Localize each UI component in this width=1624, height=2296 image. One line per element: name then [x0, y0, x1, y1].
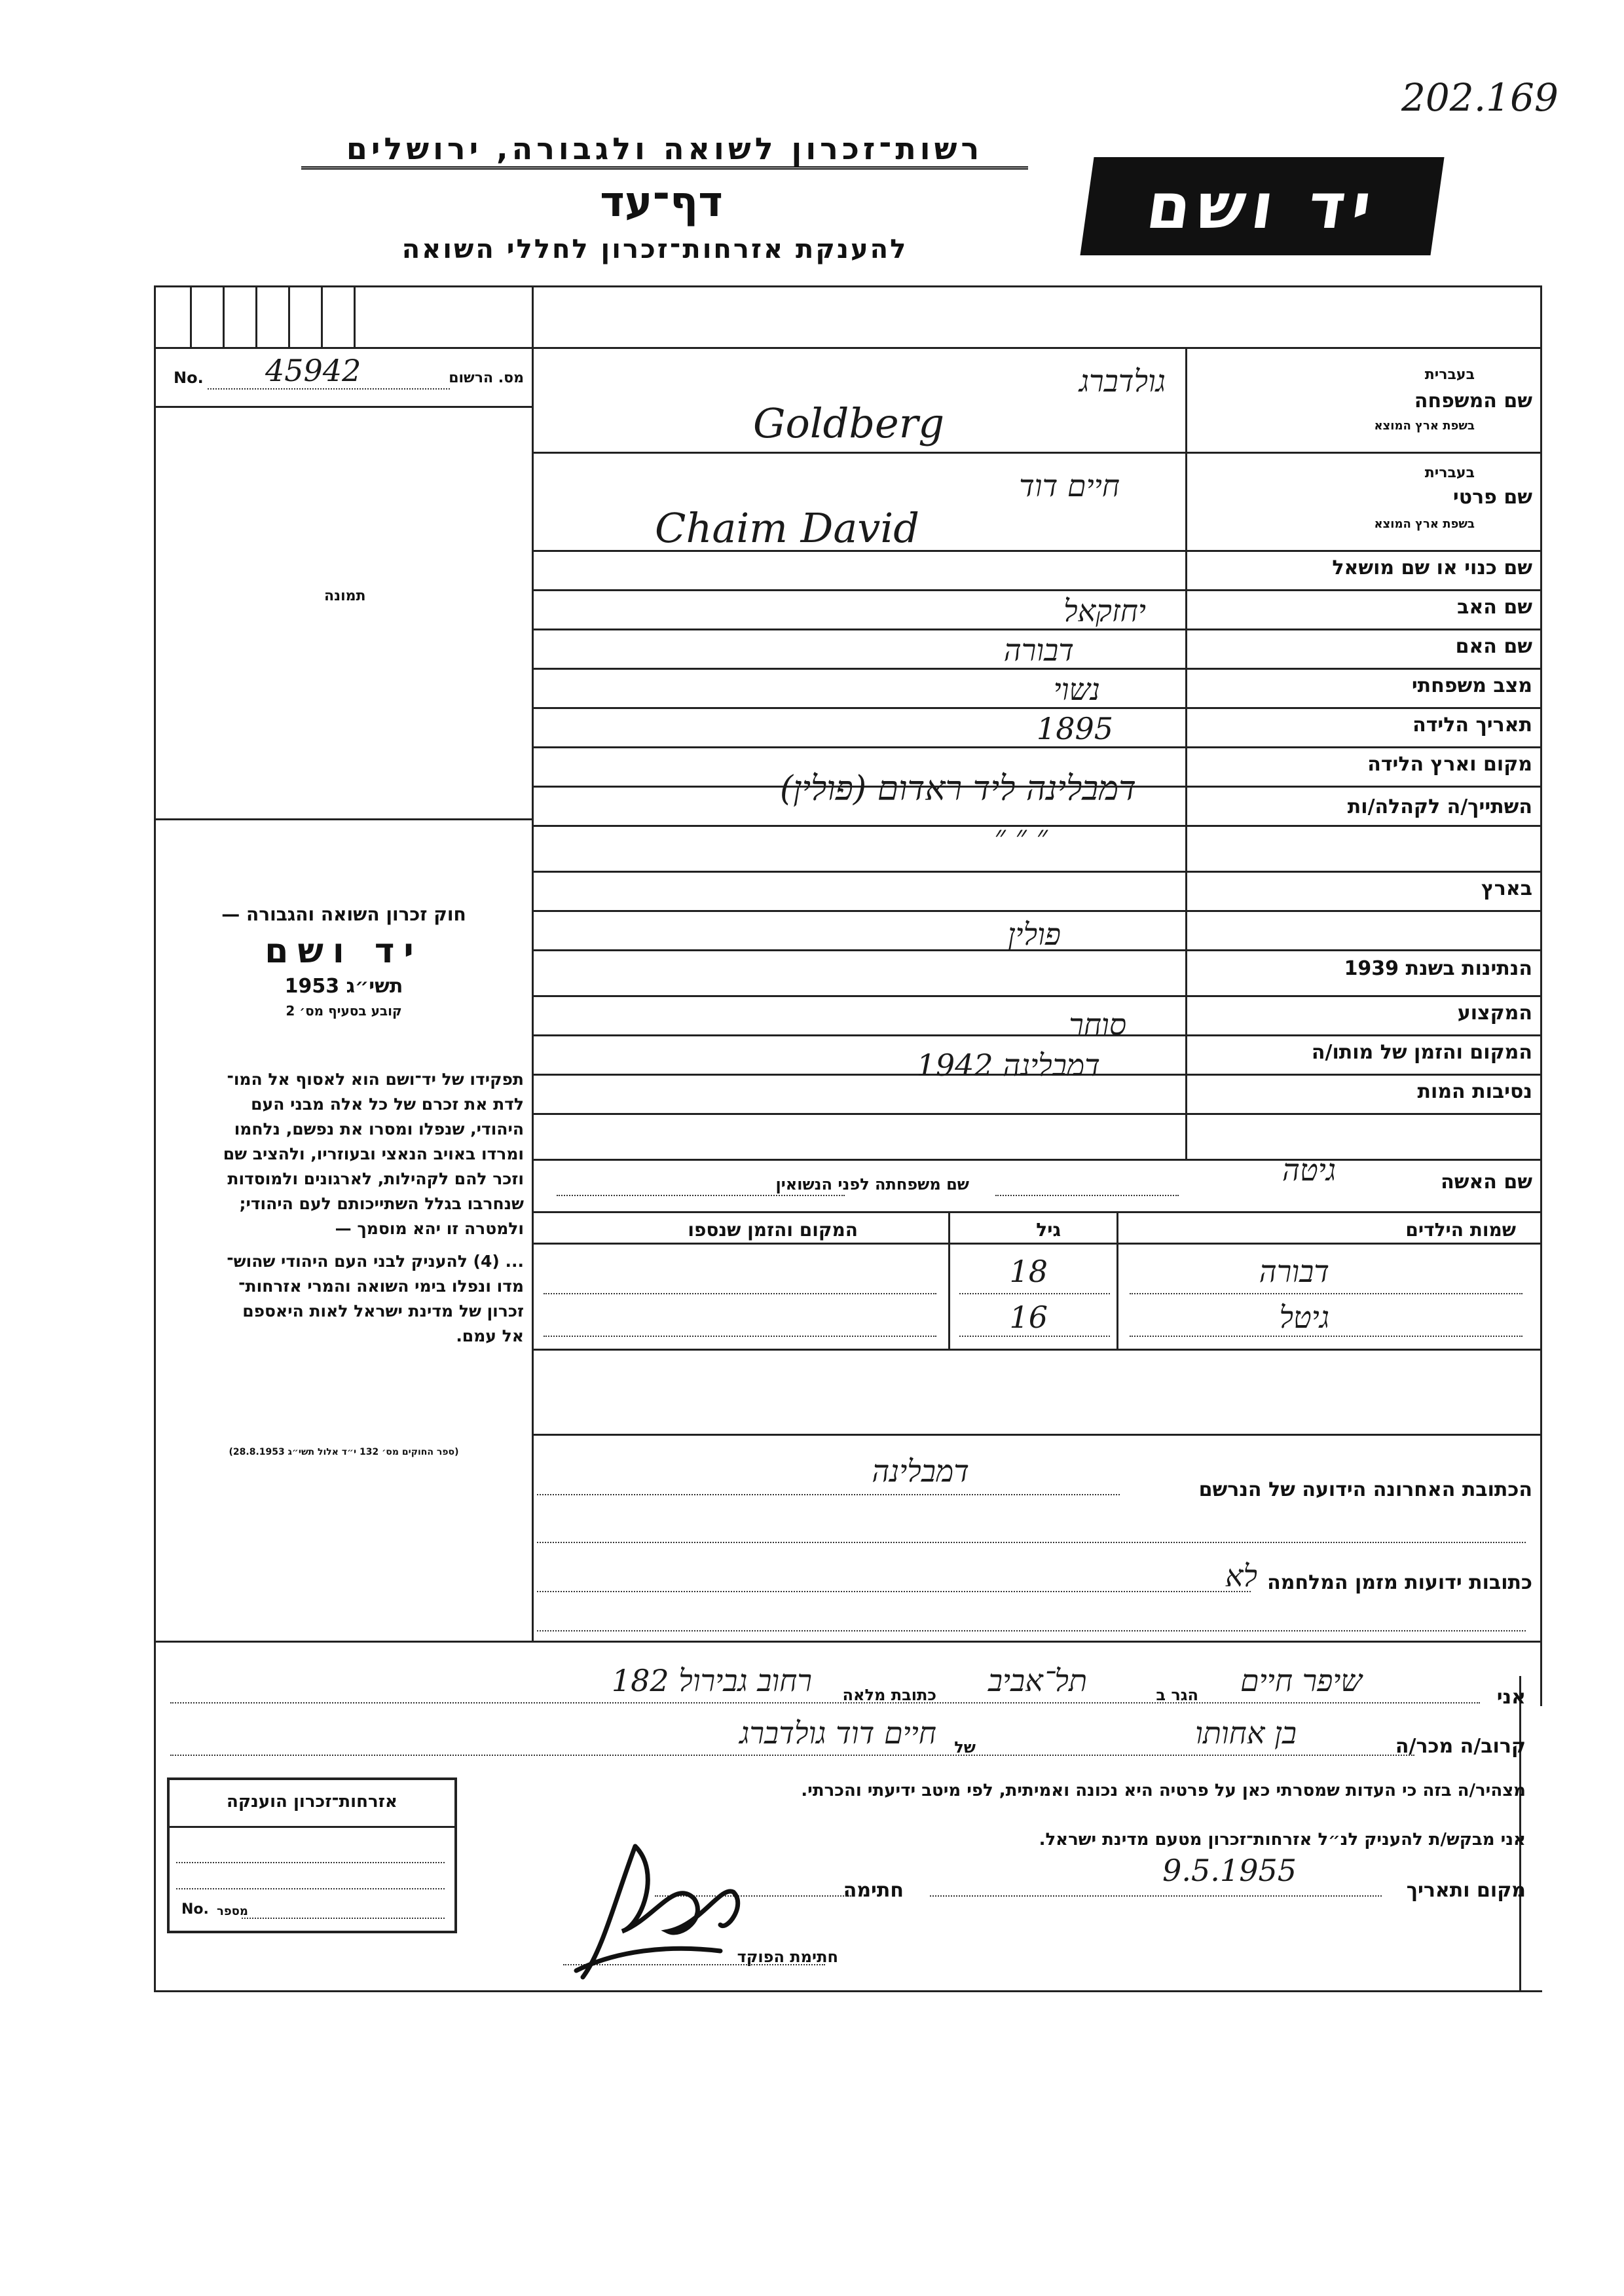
- request-statement: אני מבקש/ת להעניק לנ״ל אזרחות־זכרון מטעם מדינת ישראל.: [1039, 1830, 1526, 1850]
- law-line: היהודי, שנפלו ומסרו את נפשם, נלחמו: [234, 1120, 524, 1139]
- occupation-label: המקצוע: [1457, 1002, 1532, 1025]
- form-title: דף־עד: [600, 178, 723, 227]
- first-name-latin-value: Chaim David: [655, 504, 919, 552]
- first-name-label: שם פרטי: [1452, 486, 1532, 509]
- community-value: ״ ״ ״: [994, 818, 1048, 854]
- declarant-residing-label: הגר ב: [1156, 1686, 1198, 1704]
- law-name: יד ושם: [265, 932, 423, 971]
- declarant-name-value: שיפר חיים: [1240, 1663, 1362, 1698]
- war-addresses-value: לא: [1225, 1558, 1257, 1594]
- family-name-origin-tag: בשפת ארץ המוצא: [1374, 419, 1475, 433]
- family-name-latin-value: Goldberg: [753, 399, 945, 447]
- declaration-statement: מצהיר/ה בזה כי העדות שמסרתי כאן על פרטיה היא נכונה ואמיתית, לפי מיטב ידיעתי והכרתי.: [801, 1781, 1526, 1800]
- memorial-citizenship-stamp-box: [167, 1777, 457, 1933]
- declarant-address-value: רחוב גבירול 182: [611, 1663, 812, 1698]
- photo-label: תמונה: [324, 588, 366, 604]
- law-line: זכרון של מדינת ישראל לאות היאספם: [242, 1302, 524, 1321]
- father-name-label: שם האב: [1457, 596, 1532, 619]
- father-name-value: יחזקאל: [1063, 593, 1146, 629]
- child-name: דבורה: [1259, 1254, 1329, 1289]
- child-name: גיטל: [1279, 1300, 1329, 1335]
- birth-date-value: 1895: [1036, 711, 1113, 746]
- wife-name-value: גיטה: [1282, 1152, 1336, 1188]
- first-name-origin-tag: בשפת ארץ המוצא: [1374, 517, 1475, 531]
- registry-number-row: [160, 353, 527, 396]
- country-value: פולין: [1007, 917, 1061, 952]
- nickname-label: שם כנוי או שם מושאל: [1332, 556, 1532, 579]
- relative-of-label: של: [954, 1738, 976, 1757]
- law-source: (ספר החוקים מס׳ 132 י״ד אלול תשי״ג 28.8.1953): [229, 1447, 459, 1457]
- first-name-hebrew-value: חיים דוד: [1019, 468, 1120, 503]
- law-text-block: [164, 903, 524, 1019]
- law-title: חוק זכרון השואה והגבורה —: [221, 903, 466, 925]
- last-address-value: דמבלינה: [872, 1453, 969, 1489]
- law-line: ומרדו באויב הנאצי ובעוזריו, ולהציב שם: [223, 1144, 524, 1163]
- occupation-value: סוחר: [1069, 1007, 1126, 1042]
- declarant-address-label: כתובת מלאה: [842, 1686, 936, 1704]
- stamp-number-label: מספר: [217, 1904, 248, 1918]
- logo-text: יד ושם: [1142, 170, 1382, 243]
- declarant-i-label: אני: [1496, 1686, 1526, 1709]
- death-cause-label: נסיבות המות: [1417, 1080, 1532, 1103]
- law-line: וזכר להם לקהילות, לארגונים ולמוסדות: [227, 1169, 524, 1188]
- yad-vashem-logo: [1080, 157, 1444, 255]
- officer-signature-label: חתימת הפוקד: [737, 1948, 838, 1966]
- mother-name-value: דבורה: [1003, 632, 1074, 668]
- relative-value: בן אחותו: [1195, 1715, 1297, 1751]
- law-line: אל עמם.: [456, 1326, 524, 1345]
- citizenship-label: הנתינות בשנת 1939: [1344, 957, 1532, 980]
- child-age: 16: [1009, 1300, 1048, 1335]
- mother-name-label: שם האם: [1455, 635, 1532, 658]
- law-line: תפקידו של יד־ושם הוא לאסוף אל המו־: [227, 1070, 524, 1089]
- authority-heading: רשות־זכרון לשואה ולגבורה, ירושלים: [301, 131, 1028, 170]
- law-year: תשי״ג 1953: [284, 975, 403, 998]
- reference-number: 202.169: [1401, 75, 1559, 120]
- place-date-value: 9.5.1955: [1162, 1853, 1297, 1888]
- place-date-label: מקום ותאריך: [1406, 1879, 1526, 1902]
- family-name-label: שם המשפחה: [1414, 390, 1532, 412]
- death-place-time-value: דמבלינה 1942: [916, 1048, 1100, 1083]
- marital-status-value: נשוי: [1053, 672, 1100, 707]
- law-line: שנחרבו בגלל השתייכותם לעם היהודי;: [239, 1194, 524, 1213]
- wife-maiden-name-label: שם משפחתה לפני הנשואין: [775, 1175, 969, 1194]
- wife-name-label: שם האשה: [1441, 1171, 1532, 1194]
- family-name-hebrew-value: גולדברג: [1079, 363, 1166, 399]
- law-body: [164, 1067, 524, 1349]
- relative-label: קרוב/ה מכר/ה: [1395, 1735, 1526, 1758]
- signature-label: חתימה: [843, 1879, 904, 1902]
- registry-no-prefix: No.: [174, 369, 204, 387]
- community-label: השתייך/ה לקהלה/ות: [1347, 795, 1532, 818]
- children-names-header: שמות הילדים: [1405, 1219, 1516, 1241]
- birthplace-label: מקום וארץ הלידה: [1367, 753, 1532, 776]
- birthplace-value: דמבלינה ליד ראדום (פולין): [779, 769, 1136, 809]
- children-age-header: גיל: [1036, 1219, 1061, 1241]
- stamp-title: אזרחות־זכרון הוענקה: [227, 1792, 397, 1812]
- handwritten-signature: [563, 1820, 786, 1990]
- form-subtitle: להענקת אזרחות־זכרון לחללי השואה: [401, 234, 908, 264]
- war-addresses-label: כתובות ידועות מזמן המלחמה: [1267, 1571, 1532, 1594]
- child-age: 18: [1009, 1254, 1048, 1289]
- country-label: בארץ: [1481, 877, 1532, 900]
- children-place-header: המקום והזמן שנספו: [688, 1219, 858, 1241]
- death-place-time-label: המקום והזמן של מותו/ה: [1311, 1041, 1532, 1064]
- law-clause: קובע בסעיף מס׳ 2: [286, 1003, 402, 1019]
- registry-number-label: מס. הרשום: [449, 370, 524, 386]
- relative-of-value: חיים דוד גולדברג: [739, 1715, 936, 1751]
- law-line: ... (4) להעניק לבני העם היהודי שהוש־: [227, 1252, 524, 1271]
- law-line: לדת את זכרם של כל אלה מבני העם: [251, 1095, 524, 1114]
- stamp-no-prefix: No.: [181, 1901, 209, 1918]
- birth-date-label: תאריך הלידה: [1412, 714, 1532, 737]
- registry-number-value: 45942: [265, 353, 361, 388]
- first-name-hebrew-tag: בעברית: [1424, 465, 1475, 481]
- last-address-label: הכתובת האחרונה הידועה של הנרשם: [1198, 1478, 1532, 1501]
- family-name-hebrew-tag: בעברית: [1424, 367, 1475, 383]
- marital-status-label: מצב משפחתי: [1411, 674, 1532, 697]
- declarant-residing-value: תל־אביב: [987, 1663, 1087, 1698]
- law-line: מדו ונפלו בימי השואה והמרי אזרחות־: [238, 1277, 524, 1296]
- law-line: ולמטרה זו יהא מוסמך —: [335, 1219, 524, 1238]
